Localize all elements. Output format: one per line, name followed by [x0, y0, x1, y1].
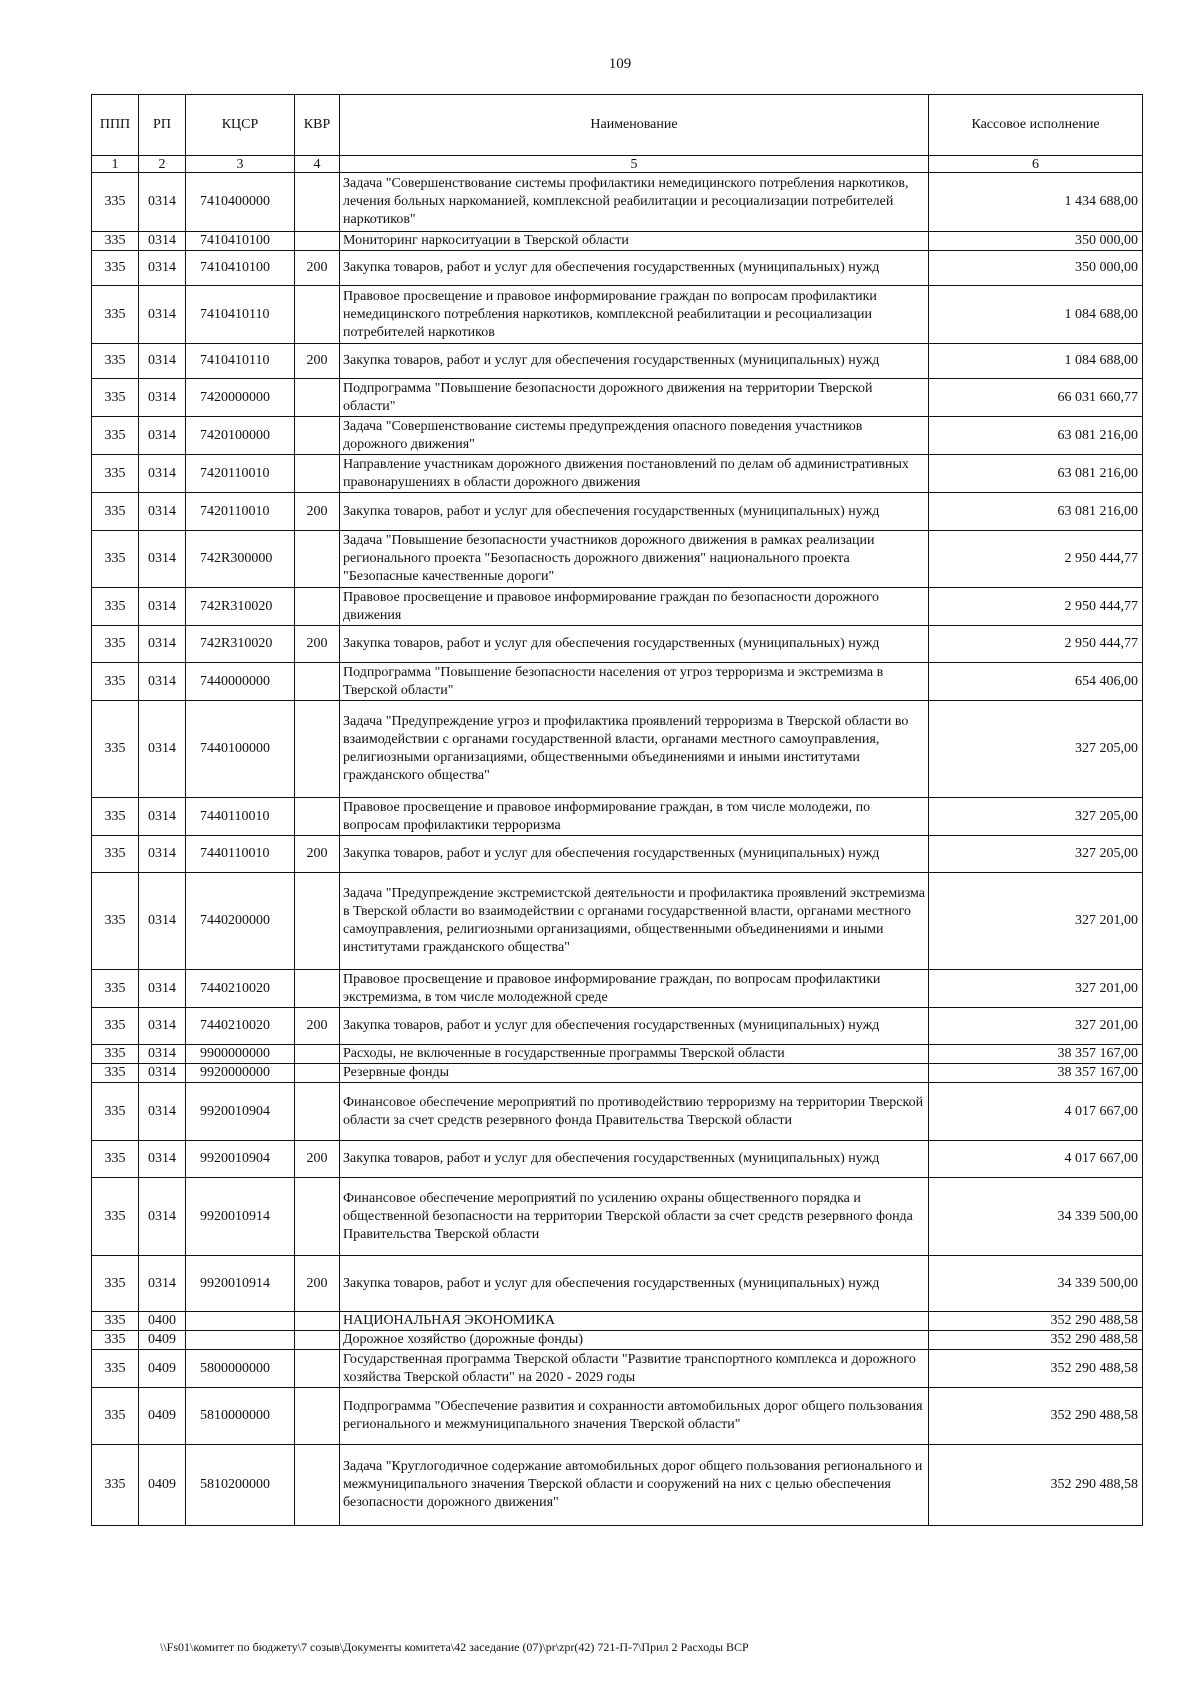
cell-kcsr: 7410410110 — [186, 286, 295, 344]
table-header-row — [92, 95, 1143, 156]
cell-amount: 4 017 667,00 — [929, 1083, 1143, 1141]
column-number: 5 — [340, 156, 929, 173]
cell-kvr: 200 — [295, 344, 340, 379]
cell-kvr — [295, 417, 340, 455]
table-row — [92, 1008, 1143, 1045]
cell-kvr: 200 — [295, 1008, 340, 1045]
column-number: 1 — [92, 156, 139, 173]
cell-kvr: 200 — [295, 1141, 340, 1178]
cell-amount: 327 205,00 — [929, 701, 1143, 798]
cell-amount: 654 406,00 — [929, 663, 1143, 701]
cell-name: Резервные фонды — [340, 1064, 929, 1083]
cell-amount: 352 290 488,58 — [929, 1350, 1143, 1388]
cell-rp: 0409 — [139, 1388, 186, 1445]
cell-kvr — [295, 455, 340, 493]
cell-amount: 352 290 488,58 — [929, 1331, 1143, 1350]
cell-ppp: 335 — [92, 663, 139, 701]
cell-kcsr: 7440200000 — [186, 873, 295, 970]
cell-ppp: 335 — [92, 970, 139, 1008]
table-row — [92, 1064, 1143, 1083]
cell-kcsr: 9920010914 — [186, 1256, 295, 1312]
cell-amount: 34 339 500,00 — [929, 1256, 1143, 1312]
cell-name: Правовое просвещение и правовое информирование граждан по безопасности дорожного движения — [340, 588, 929, 626]
cell-name: Закупка товаров, работ и услуг для обеспечения государственных (муниципальных) нужд — [340, 1141, 929, 1178]
cell-kvr — [295, 701, 340, 798]
cell-rp: 0314 — [139, 344, 186, 379]
table-row — [92, 1312, 1143, 1331]
cell-name: Подпрограмма "Повышение безопасности дорожного движения на территории Тверской области" — [340, 379, 929, 417]
cell-rp: 0314 — [139, 173, 186, 232]
cell-rp: 0314 — [139, 251, 186, 286]
cell-rp: 0314 — [139, 836, 186, 873]
cell-kcsr: 5810000000 — [186, 1388, 295, 1445]
cell-rp: 0314 — [139, 1083, 186, 1141]
cell-rp: 0314 — [139, 701, 186, 798]
column-number: 4 — [295, 156, 340, 173]
cell-kcsr: 7420000000 — [186, 379, 295, 417]
cell-amount: 63 081 216,00 — [929, 417, 1143, 455]
cell-amount: 63 081 216,00 — [929, 455, 1143, 493]
cell-kcsr: 9900000000 — [186, 1045, 295, 1064]
table-row — [92, 286, 1143, 344]
cell-rp: 0314 — [139, 1256, 186, 1312]
table-row — [92, 970, 1143, 1008]
cell-ppp: 335 — [92, 1312, 139, 1331]
table-row — [92, 417, 1143, 455]
cell-ppp: 335 — [92, 493, 139, 531]
cell-ppp: 335 — [92, 873, 139, 970]
cell-kvr — [295, 1045, 340, 1064]
cell-rp: 0314 — [139, 1064, 186, 1083]
cell-rp: 0314 — [139, 588, 186, 626]
cell-rp: 0314 — [139, 626, 186, 663]
cell-name: Подпрограмма "Повышение безопасности населения от угроз терроризма и экстремизма в Тверской области" — [340, 663, 929, 701]
cell-ppp: 335 — [92, 1350, 139, 1388]
cell-kcsr — [186, 1331, 295, 1350]
cell-kcsr: 9920010904 — [186, 1141, 295, 1178]
header-name: Наименование — [340, 95, 929, 156]
cell-rp: 0400 — [139, 1312, 186, 1331]
cell-amount: 327 205,00 — [929, 798, 1143, 836]
cell-ppp: 335 — [92, 1445, 139, 1526]
cell-amount: 327 205,00 — [929, 836, 1143, 873]
cell-kcsr: 9920000000 — [186, 1064, 295, 1083]
cell-name: Закупка товаров, работ и услуг для обеспечения государственных (муниципальных) нужд — [340, 1008, 929, 1045]
cell-ppp: 335 — [92, 1064, 139, 1083]
cell-amount: 352 290 488,58 — [929, 1388, 1143, 1445]
cell-ppp: 335 — [92, 836, 139, 873]
table-row — [92, 344, 1143, 379]
cell-rp: 0314 — [139, 873, 186, 970]
table-row — [92, 1083, 1143, 1141]
table-row — [92, 531, 1143, 588]
cell-kvr — [295, 1445, 340, 1526]
table-row — [92, 1256, 1143, 1312]
cell-ppp: 335 — [92, 286, 139, 344]
cell-kcsr: 5800000000 — [186, 1350, 295, 1388]
cell-rp: 0314 — [139, 1008, 186, 1045]
table-row — [92, 493, 1143, 531]
cell-kvr — [295, 232, 340, 251]
cell-ppp: 335 — [92, 417, 139, 455]
table-row — [92, 701, 1143, 798]
cell-kcsr: 742R300000 — [186, 531, 295, 588]
cell-name: Правовое просвещение и правовое информирование граждан, в том числе молодежи, по вопросам профилактики терроризма — [340, 798, 929, 836]
cell-kvr — [295, 1350, 340, 1388]
cell-rp: 0314 — [139, 798, 186, 836]
cell-amount: 350 000,00 — [929, 232, 1143, 251]
cell-kvr: 200 — [295, 626, 340, 663]
cell-amount: 38 357 167,00 — [929, 1045, 1143, 1064]
cell-kcsr: 7420100000 — [186, 417, 295, 455]
cell-ppp: 335 — [92, 1256, 139, 1312]
cell-kvr — [295, 286, 340, 344]
table-row — [92, 251, 1143, 286]
cell-name: Закупка товаров, работ и услуг для обеспечения государственных (муниципальных) нужд — [340, 836, 929, 873]
table-row — [92, 588, 1143, 626]
cell-ppp: 335 — [92, 251, 139, 286]
cell-amount: 350 000,00 — [929, 251, 1143, 286]
header-rp: РП — [139, 95, 186, 156]
cell-ppp: 335 — [92, 344, 139, 379]
table-row — [92, 1331, 1143, 1350]
cell-kvr — [295, 531, 340, 588]
cell-amount: 1 084 688,00 — [929, 286, 1143, 344]
cell-name: Закупка товаров, работ и услуг для обеспечения государственных (муниципальных) нужд — [340, 344, 929, 379]
cell-rp: 0409 — [139, 1350, 186, 1388]
table-row — [92, 1141, 1143, 1178]
table-row — [92, 873, 1143, 970]
cell-ppp: 335 — [92, 1141, 139, 1178]
cell-rp: 0314 — [139, 455, 186, 493]
cell-ppp: 335 — [92, 232, 139, 251]
cell-ppp: 335 — [92, 173, 139, 232]
cell-rp: 0409 — [139, 1331, 186, 1350]
cell-amount: 2 950 444,77 — [929, 588, 1143, 626]
cell-name: Дорожное хозяйство (дорожные фонды) — [340, 1331, 929, 1350]
table-row — [92, 455, 1143, 493]
cell-ppp: 335 — [92, 1045, 139, 1064]
column-number: 2 — [139, 156, 186, 173]
cell-ppp: 335 — [92, 798, 139, 836]
cell-name: Задача "Повышение безопасности участников дорожного движения в рамках реализации регионального проекта "Безопасность дорожного движения" национального проекта "Безопасные качественные дороги" — [340, 531, 929, 588]
cell-rp: 0314 — [139, 379, 186, 417]
cell-name: Подпрограмма "Обеспечение развития и сохранности автомобильных дорог общего пользования регионального и межмуниципального значения Тверской области" — [340, 1388, 929, 1445]
table-row — [92, 379, 1143, 417]
cell-kvr: 200 — [295, 836, 340, 873]
cell-ppp: 335 — [92, 1388, 139, 1445]
cell-ppp: 335 — [92, 1178, 139, 1256]
cell-name: Задача "Предупреждение угроз и профилактика проявлений терроризма в Тверской области во взаимодействии с органами государственной власти, органами местного самоуправления, религиозными организациями, общественными объединениями и иными институтами гражданского общества" — [340, 701, 929, 798]
cell-name: Задача "Предупреждение экстремистской деятельности и профилактика проявлений экстремизма в Тверской области во взаимодействии с органами государственной власти, органами местного самоуправления, религиозными организациями, общественными объединениями и иными институтами гражданского общества" — [340, 873, 929, 970]
cell-kcsr: 7440100000 — [186, 701, 295, 798]
cell-amount: 34 339 500,00 — [929, 1178, 1143, 1256]
cell-kcsr: 742R310020 — [186, 588, 295, 626]
cell-kcsr: 7440210020 — [186, 970, 295, 1008]
column-number-row — [92, 156, 1143, 173]
cell-kvr — [295, 379, 340, 417]
cell-ppp: 335 — [92, 1008, 139, 1045]
cell-amount: 63 081 216,00 — [929, 493, 1143, 531]
cell-ppp: 335 — [92, 531, 139, 588]
cell-kvr — [295, 1083, 340, 1141]
cell-kvr — [295, 1064, 340, 1083]
cell-kcsr: 7410410100 — [186, 251, 295, 286]
footer-file-path: \\Fs01\комитет по бюджету\7 созыв\Документы комитета\42 заседание (07)\pr\zpr(42) 721-П-7\Прил 2 Расходы ВСР — [160, 1640, 749, 1654]
budget-table — [91, 94, 1143, 1526]
header-amount: Кассовое исполнение — [929, 95, 1143, 156]
cell-kvr: 200 — [295, 251, 340, 286]
page-number: 109 — [608, 56, 632, 72]
cell-kcsr: 7440110010 — [186, 836, 295, 873]
header-kvr: КВР — [295, 95, 340, 156]
cell-kvr — [295, 1312, 340, 1331]
cell-amount: 38 357 167,00 — [929, 1064, 1143, 1083]
column-number: 3 — [186, 156, 295, 173]
cell-name: Задача "Совершенствование системы профилактики немедицинского потребления наркотиков, лечения больных наркоманией, комплексной реабилитации и ресоциализации потребителей наркотиков" — [340, 173, 929, 232]
cell-amount: 327 201,00 — [929, 873, 1143, 970]
cell-ppp: 335 — [92, 379, 139, 417]
cell-name: Закупка товаров, работ и услуг для обеспечения государственных (муниципальных) нужд — [340, 493, 929, 531]
table-row — [92, 232, 1143, 251]
cell-kcsr: 7440210020 — [186, 1008, 295, 1045]
cell-rp: 0314 — [139, 1045, 186, 1064]
cell-kcsr: 7410400000 — [186, 173, 295, 232]
cell-name: Государственная программа Тверской области "Развитие транспортного комплекса и дорожного хозяйства Тверской области" на 2020 - 2029 годы — [340, 1350, 929, 1388]
header-kcsr: КЦСР — [186, 95, 295, 156]
cell-rp: 0409 — [139, 1445, 186, 1526]
table-row — [92, 626, 1143, 663]
cell-ppp: 335 — [92, 1331, 139, 1350]
table-row — [92, 1445, 1143, 1526]
cell-rp: 0314 — [139, 531, 186, 588]
cell-name: Расходы, не включенные в государственные программы Тверской области — [340, 1045, 929, 1064]
cell-amount: 2 950 444,77 — [929, 531, 1143, 588]
cell-rp: 0314 — [139, 286, 186, 344]
cell-amount: 2 950 444,77 — [929, 626, 1143, 663]
cell-kvr — [295, 970, 340, 1008]
cell-kcsr: 742R310020 — [186, 626, 295, 663]
cell-kcsr: 7410410100 — [186, 232, 295, 251]
cell-rp: 0314 — [139, 1178, 186, 1256]
cell-rp: 0314 — [139, 232, 186, 251]
cell-kvr — [295, 1331, 340, 1350]
cell-kcsr: 7420110010 — [186, 455, 295, 493]
cell-amount: 66 031 660,77 — [929, 379, 1143, 417]
cell-kcsr: 7440110010 — [186, 798, 295, 836]
cell-amount: 327 201,00 — [929, 970, 1143, 1008]
cell-rp: 0314 — [139, 493, 186, 531]
cell-amount: 4 017 667,00 — [929, 1141, 1143, 1178]
table-row — [92, 836, 1143, 873]
cell-rp: 0314 — [139, 663, 186, 701]
table-row — [92, 663, 1143, 701]
cell-kvr: 200 — [295, 1256, 340, 1312]
cell-name: Правовое просвещение и правовое информирование граждан, по вопросам профилактики экстремизма, в том числе молодежной среде — [340, 970, 929, 1008]
cell-rp: 0314 — [139, 1141, 186, 1178]
cell-amount: 1 434 688,00 — [929, 173, 1143, 232]
cell-name: Направление участникам дорожного движения постановлений по делам об административных правонарушениях в области дорожного движения — [340, 455, 929, 493]
cell-kcsr: 7440000000 — [186, 663, 295, 701]
table-row — [92, 798, 1143, 836]
cell-name: НАЦИОНАЛЬНАЯ ЭКОНОМИКА — [340, 1312, 929, 1331]
cell-kvr: 200 — [295, 493, 340, 531]
table-row — [92, 1350, 1143, 1388]
table-row — [92, 173, 1143, 232]
cell-rp: 0314 — [139, 970, 186, 1008]
cell-ppp: 335 — [92, 588, 139, 626]
cell-kcsr: 5810200000 — [186, 1445, 295, 1526]
cell-name: Мониторинг наркоситуации в Тверской области — [340, 232, 929, 251]
cell-ppp: 335 — [92, 455, 139, 493]
cell-kvr — [295, 798, 340, 836]
cell-name: Правовое просвещение и правовое информирование граждан по вопросам профилактики немедицинского потребления наркотиков, комплексной реабилитации и ресоциализации потребителей наркотиков — [340, 286, 929, 344]
column-number: 6 — [929, 156, 1143, 173]
cell-kvr — [295, 663, 340, 701]
cell-name: Закупка товаров, работ и услуг для обеспечения государственных (муниципальных) нужд — [340, 626, 929, 663]
cell-name: Финансовое обеспечение мероприятий по усилению охраны общественного порядка и общественной безопасности на территории Тверской области за счет средств резервного фонда Правительства Тверской области — [340, 1178, 929, 1256]
cell-rp: 0314 — [139, 417, 186, 455]
table-row — [92, 1388, 1143, 1445]
cell-kvr — [295, 873, 340, 970]
cell-kcsr: 7410410110 — [186, 344, 295, 379]
cell-kvr — [295, 173, 340, 232]
cell-name: Закупка товаров, работ и услуг для обеспечения государственных (муниципальных) нужд — [340, 251, 929, 286]
header-ppp: ППП — [92, 95, 139, 156]
cell-name: Финансовое обеспечение мероприятий по противодействию терроризму на территории Тверской области за счет средств резервного фонда Правительства Тверской области — [340, 1083, 929, 1141]
table-row — [92, 1178, 1143, 1256]
table-row — [92, 1045, 1143, 1064]
cell-name: Закупка товаров, работ и услуг для обеспечения государственных (муниципальных) нужд — [340, 1256, 929, 1312]
cell-name: Задача "Круглогодичное содержание автомобильных дорог общего пользования регионального и межмуниципального значения Тверской области и сооружений на них с целью обеспечения безопасности дорожного движения" — [340, 1445, 929, 1526]
cell-amount: 327 201,00 — [929, 1008, 1143, 1045]
cell-ppp: 335 — [92, 701, 139, 798]
cell-ppp: 335 — [92, 626, 139, 663]
cell-amount: 352 290 488,58 — [929, 1312, 1143, 1331]
cell-kcsr: 9920010914 — [186, 1178, 295, 1256]
cell-name: Задача "Совершенствование системы предупреждения опасного поведения участников дорожного движения" — [340, 417, 929, 455]
cell-kcsr: 7420110010 — [186, 493, 295, 531]
cell-kcsr — [186, 1312, 295, 1331]
table-body — [92, 173, 1143, 1526]
cell-kvr — [295, 1178, 340, 1256]
cell-kvr — [295, 588, 340, 626]
cell-amount: 352 290 488,58 — [929, 1445, 1143, 1526]
cell-kcsr: 9920010904 — [186, 1083, 295, 1141]
cell-ppp: 335 — [92, 1083, 139, 1141]
cell-amount: 1 084 688,00 — [929, 344, 1143, 379]
cell-kvr — [295, 1388, 340, 1445]
